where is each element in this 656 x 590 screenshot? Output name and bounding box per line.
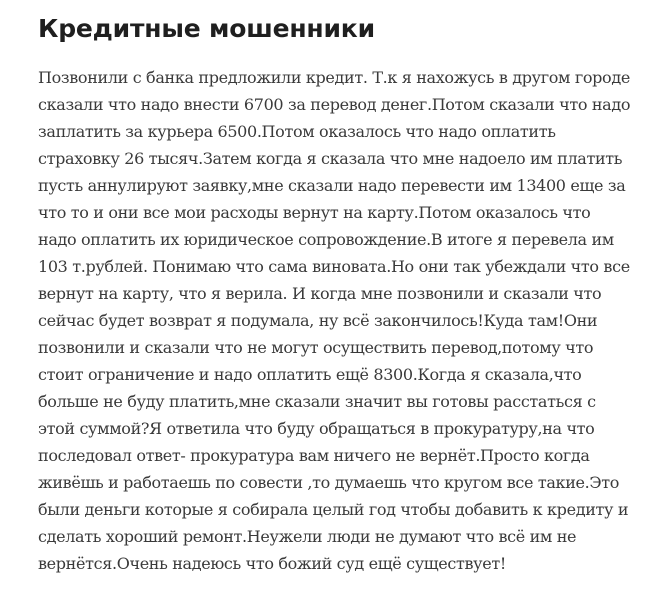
body-line: 103 т.рублей. Понимаю что сама виновата.Но они так убеждали что все <box>38 257 630 276</box>
body-line: вернётся.Очень надеюсь что божий суд ещё существует! <box>38 554 506 573</box>
body-line: вернут на карту, что я верила. И когда мне позвонили и сказали что <box>38 284 602 303</box>
body-line: сказали что надо внести 6700 за перевод денег.Потом сказали что надо <box>38 95 631 114</box>
article-body <box>38 64 631 577</box>
body-line: страховку 26 тысяч.Затем когда я сказала что мне надоело им платить <box>38 149 623 168</box>
body-line: надо оплатить их юридическое сопровождение.В итоге я перевела им <box>38 230 614 249</box>
body-line: были деньги которые я собирала целый год чтобы добавить к кредиту и <box>38 500 629 519</box>
body-line: заплатить за курьера 6500.Потом оказалось что надо оплатить <box>38 122 556 141</box>
body-line: стоит ограничение и надо оплатить ещё 8300.Когда я сказала,что <box>38 365 582 384</box>
body-line: сейчас будет возврат я подумала, ну всё закончилось!Куда там!Они <box>38 311 598 330</box>
body-line: пусть аннулируют заявку,мне сказали надо перевести им 13400 еще за <box>38 176 626 195</box>
body-line: больше не буду платить,мне сказали значит вы готовы расстаться с <box>38 392 596 411</box>
body-line: живёшь и работаешь по совести ,то думаешь что кругом все такие.Это <box>38 473 620 492</box>
body-line: что то и они все мои расходы вернут на карту.Потом оказалось что <box>38 203 591 222</box>
article-title: Кредитные мошенники <box>38 14 375 43</box>
article <box>38 10 631 577</box>
body-line: последовал ответ- прокуратура вам ничего не вернёт.Просто когда <box>38 446 590 465</box>
body-line: этой суммой?Я ответила что буду обращаться в прокуратуру,на что <box>38 419 595 438</box>
body-line: позвонили и сказали что не могут осуществить перевод,потому что <box>38 338 594 357</box>
body-line: Позвонили с банка предложили кредит. Т.к я нахожусь в другом городе <box>38 68 630 87</box>
body-line: сделать хороший ремонт.Неужели люди не думают что всё им не <box>38 527 577 546</box>
